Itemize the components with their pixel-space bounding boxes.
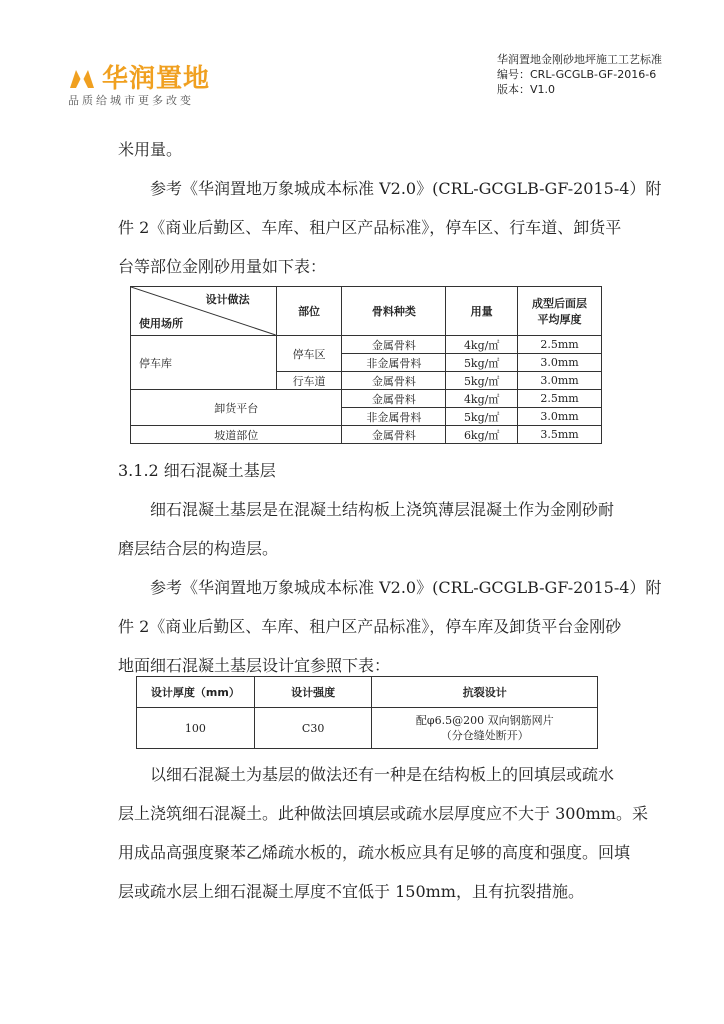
aggregate-usage-table [130,286,602,444]
cell-aggregate: 非金属骨料 [342,408,446,426]
usage-parking-garage: 停车库 [131,336,277,390]
slogan: 品质给城市更多改变 [68,94,194,107]
crack-line2: （分仓缝处断开） [440,729,529,742]
doc-code: 编号：CRL-GCGLB-GF-2016-6 [497,68,657,81]
paragraph: 参考《华润置地万象城成本标准 V2.0》(CRL-GCGLB-GF-2015-4）附 [150,179,662,198]
logo-text: 华润置地 [102,64,211,94]
table-row [131,336,602,354]
diag-top-label: 设计做法 [205,293,250,306]
cell-amount: 6kg/㎡ [446,426,518,444]
paragraph: 磨层结合层的构造层。 [118,539,279,558]
document-body [118,130,662,286]
cell-aggregate: 金属骨料 [342,426,446,444]
paragraph: 以细石混凝土为基层的做法还有一种是在结构板上的回填层或疏水 [150,765,615,784]
col-header-strength: 设计强度 [254,677,372,708]
col-header-aggregate: 骨料种类 [342,287,446,336]
col-header-amount: 用量 [446,287,518,336]
table-row [137,708,598,749]
paragraph: 用成品高强度聚苯乙烯疏水板的，疏水板应具有足够的高度和强度。回填 [118,843,631,862]
table-row [131,426,602,444]
col-header-thickness [518,287,602,336]
paragraph: 层上浇筑细石混凝土。此种做法回填层或疏水层厚度应不大于 300mm。采 [118,804,648,823]
thickness-label-line1: 成型后面层 [532,297,588,310]
paragraph: 参考《华润置地万象城成本标准 V2.0》(CRL-GCGLB-GF-2015-4）附 [150,578,662,597]
doc-title: 华润置地金刚砂地坪施工工艺标准 [497,53,662,66]
part-parking-area: 停车区 [276,336,342,372]
crack-line1: 配φ6.5@200 双向钢筋网片 [415,714,554,727]
paragraph: 层或疏水层上细石混凝土厚度不宜低于 150mm，且有抗裂措施。 [118,882,584,901]
paragraph: 台等部位金刚砂用量如下表： [118,257,327,276]
cell-thickness: 3.0mm [518,372,602,390]
cell-thickness: 3.5mm [518,426,602,444]
cell-amount: 5kg/㎡ [446,372,518,390]
cell-thickness: 3.0mm [518,354,602,372]
logo-icon [68,64,96,90]
cell-amount: 5kg/㎡ [446,354,518,372]
paragraph: 细石混凝土基层是在混凝土结构板上浇筑薄层混凝土作为金刚砂耐 [150,500,615,519]
cell-thickness: 3.0mm [518,408,602,426]
col-header-crack: 抗裂设计 [372,677,598,708]
paragraph: 米用量。 [118,140,183,159]
cell-amount: 4kg/㎡ [446,390,518,408]
col-header-part: 部位 [276,287,342,336]
paragraph: 地面细石混凝土基层设计宜参照下表： [118,656,391,675]
usage-unloading: 卸货平台 [131,390,342,426]
cell-crack [372,708,598,749]
cell-strength: C30 [254,708,372,749]
paragraph: 件 2《商业后勤区、车库、租户区产品标准》，停车区、行车道、卸货平 [118,218,622,237]
cell-aggregate: 金属骨料 [342,390,446,408]
cell-thickness: 2.5mm [518,390,602,408]
table-header-row [131,287,602,336]
part-driveway: 行车道 [276,372,342,390]
page-header [0,0,724,120]
doc-version: 版本：V1.0 [497,83,556,96]
cell-amount: 4kg/㎡ [446,336,518,354]
cell-aggregate: 金属骨料 [342,336,446,354]
document-body-end [118,755,658,911]
diag-bottom-label: 使用场所 [139,317,183,330]
thickness-label-line2: 平均厚度 [537,313,582,326]
cell-amount: 5kg/㎡ [446,408,518,426]
base-layer-design-table [136,676,598,749]
document-body-continued [118,451,662,685]
col-header-thickness: 设计厚度（mm） [137,677,255,708]
cell-thickness: 2.5mm [518,336,602,354]
diagonal-header-cell [131,287,277,336]
cell-aggregate: 非金属骨料 [342,354,446,372]
cell-thickness: 100 [137,708,255,749]
document-meta [497,52,662,97]
company-logo [68,58,210,95]
usage-ramp: 坡道部位 [131,426,342,444]
paragraph: 件 2《商业后勤区、车库、租户区产品标准》，停车库及卸货平台金刚砂 [118,617,622,636]
table-header-row [137,677,598,708]
section-heading: 3.1.2 细石混凝土基层 [118,461,276,480]
table-row [131,390,602,408]
cell-aggregate: 金属骨料 [342,372,446,390]
